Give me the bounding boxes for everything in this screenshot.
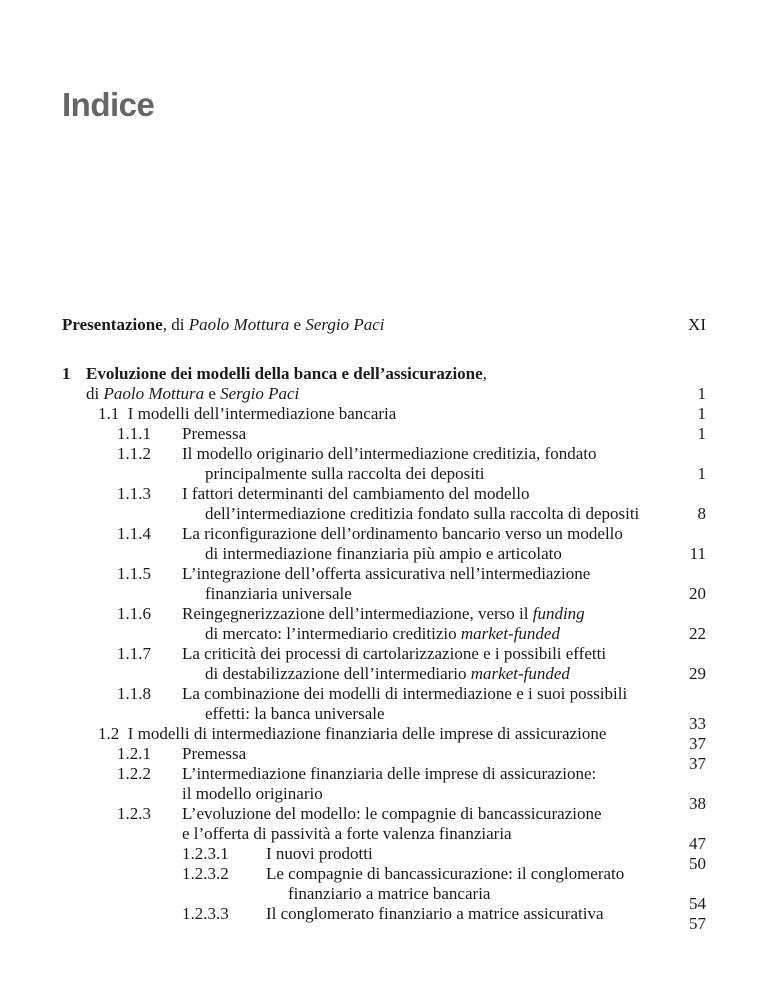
entry-text-italic: market-funded bbox=[470, 664, 570, 683]
page-number: 37 bbox=[689, 754, 706, 773]
entry-and: e bbox=[204, 384, 221, 403]
page-number: 1 bbox=[697, 384, 706, 403]
page-number: 8 bbox=[697, 504, 706, 523]
section-number: 1.1.1 bbox=[117, 424, 151, 443]
toc-entry-1-2-3-2[interactable]: Le compagnie di bancassicurazione: il conglomerato bbox=[266, 864, 625, 883]
toc-entry-1-1-4[interactable]: La riconfigurazione dell’ordinamento bancario verso un modello bbox=[182, 524, 623, 543]
entry-author: Paolo Mottura bbox=[188, 315, 290, 334]
entry-comma: , bbox=[482, 364, 487, 383]
section-number: 1.2.1 bbox=[117, 744, 151, 763]
toc-entry-1-1-1[interactable]: Premessa bbox=[182, 424, 247, 443]
toc-entry-1-2-3-1[interactable]: I nuovi prodotti bbox=[266, 844, 373, 863]
page-number: 20 bbox=[689, 584, 706, 603]
entry-by: di bbox=[86, 384, 104, 403]
entry-author: Sergio Paci bbox=[220, 384, 300, 403]
toc-entry-1-2-3-2-cont: finanziario a matrice bancaria bbox=[288, 884, 491, 903]
chapter-title: Evoluzione dei modelli della banca e dell’assicurazione bbox=[86, 364, 483, 383]
toc-entry-1-1-6[interactable] bbox=[182, 604, 585, 624]
toc-entry-1-2-2[interactable]: L’intermediazione finanziaria delle imprese di assicurazione: bbox=[182, 764, 597, 783]
entry-by: , di bbox=[162, 315, 189, 334]
toc-entry-1-2-3[interactable]: L’evoluzione del modello: le compagnie di bancassicurazione bbox=[182, 804, 602, 823]
toc-entry-chapter-1[interactable] bbox=[86, 364, 487, 384]
entry-text: di destabilizzazione dell’intermediario bbox=[205, 664, 471, 683]
toc-entry-1-2-1[interactable]: Premessa bbox=[182, 744, 247, 763]
toc-entry-1-1-3-cont: dell’intermediazione creditizia fondato sulla raccolta di depositi bbox=[205, 504, 640, 523]
toc-entry-1-1-2-cont: principalmente sulla raccolta dei depositi bbox=[205, 464, 485, 483]
toc-entry-1-1-3[interactable]: I fattori determinanti del cambiamento del modello bbox=[182, 484, 530, 503]
toc-entry-1-1-5[interactable]: L’integrazione dell’offerta assicurativa nell’intermediazione bbox=[182, 564, 591, 583]
page-number: 11 bbox=[689, 544, 706, 563]
page-number: 1 bbox=[697, 404, 706, 423]
entry-title: Presentazione bbox=[62, 315, 163, 334]
toc-entry-1-1-7[interactable]: La criticità dei processi di cartolarizzazione e i possibili effetti bbox=[182, 644, 607, 663]
section-number: 1.1.5 bbox=[117, 564, 151, 583]
section-number: 1.2.3.3 bbox=[182, 904, 229, 923]
toc-entry-1-1-4-cont: di intermediazione finanziaria più ampio e articolato bbox=[205, 544, 562, 563]
page-title: Indice bbox=[62, 86, 155, 123]
page-number: XI bbox=[688, 315, 706, 334]
entry-and: e bbox=[289, 315, 306, 334]
page-number: 29 bbox=[689, 664, 706, 683]
chapter-number: 1 bbox=[62, 364, 71, 383]
toc-entry-presentazione[interactable] bbox=[62, 315, 385, 335]
section-number: 1.1.6 bbox=[117, 604, 151, 623]
section-number: 1.1.3 bbox=[117, 484, 151, 503]
section-number: 1.1.8 bbox=[117, 684, 151, 703]
page-number: 33 bbox=[689, 714, 706, 733]
toc-entry-section-1-1[interactable]: 1.1 I modelli dell’intermediazione bancaria bbox=[98, 404, 397, 423]
toc-entry-1-1-7-cont bbox=[205, 664, 570, 684]
chapter-authors bbox=[86, 384, 299, 404]
page-number: 57 bbox=[689, 914, 706, 933]
section-number: 1.2.3 bbox=[117, 804, 151, 823]
toc-entry-1-1-5-cont: finanziaria universale bbox=[205, 584, 352, 603]
page-number: 1 bbox=[697, 464, 706, 483]
toc-entry-section-1-2[interactable]: 1.2 I modelli di intermediazione finanziaria delle imprese di assicurazione bbox=[98, 724, 607, 743]
section-number: 1.2.2 bbox=[117, 764, 151, 783]
toc-entry-1-2-3-3[interactable]: Il conglomerato finanziario a matrice assicurativa bbox=[266, 904, 604, 923]
section-number: 1.2.3.1 bbox=[182, 844, 229, 863]
toc-entry-1-1-8-cont: effetti: la banca universale bbox=[205, 704, 385, 723]
section-number: 1.1.2 bbox=[117, 444, 151, 463]
entry-text: di mercato: l’intermediario creditizio bbox=[205, 624, 461, 643]
entry-author: Paolo Mottura bbox=[103, 384, 205, 403]
section-number: 1.2.3.2 bbox=[182, 864, 229, 883]
toc-entry-1-1-8[interactable]: La combinazione dei modelli di intermediazione e i suoi possibili bbox=[182, 684, 628, 703]
page-number: 47 bbox=[689, 834, 706, 853]
page-number: 50 bbox=[689, 854, 706, 873]
section-number: 1.1.7 bbox=[117, 644, 151, 663]
toc-entry-1-2-2-cont: il modello originario bbox=[182, 784, 323, 803]
page-number: 1 bbox=[697, 424, 706, 443]
page-number: 54 bbox=[689, 894, 706, 913]
toc-entry-1-1-6-cont bbox=[205, 624, 560, 644]
page-number: 37 bbox=[689, 734, 706, 753]
entry-text-italic: market-funded bbox=[460, 624, 560, 643]
toc-entry-1-1-2[interactable]: Il modello originario dell’intermediazione creditizia, fondato bbox=[182, 444, 597, 463]
page-number: 22 bbox=[689, 624, 706, 643]
entry-text: Reingegnerizzazione dell’intermediazione, verso il bbox=[182, 604, 533, 623]
entry-text-italic: funding bbox=[532, 604, 585, 623]
section-number: 1.1.4 bbox=[117, 524, 151, 543]
entry-author: Sergio Paci bbox=[305, 315, 385, 334]
page-number: 38 bbox=[689, 794, 706, 813]
toc-entry-1-2-3-cont: e l’offerta di passività a forte valenza finanziaria bbox=[182, 824, 512, 843]
